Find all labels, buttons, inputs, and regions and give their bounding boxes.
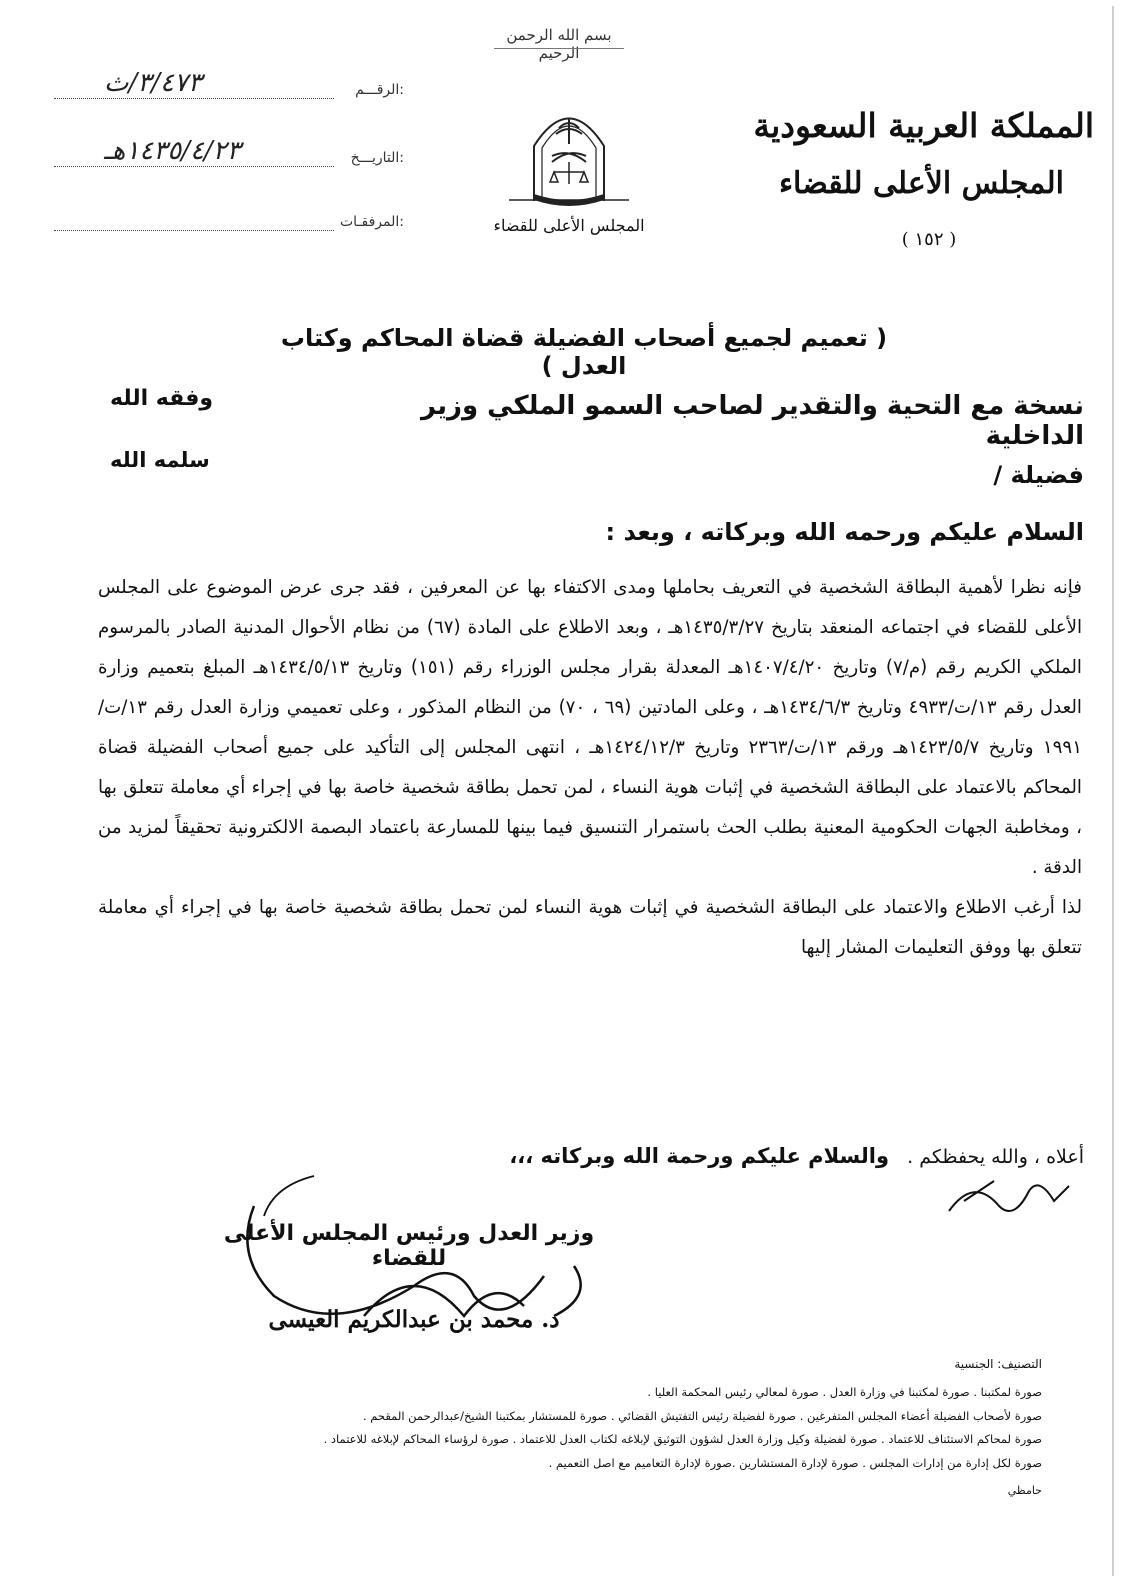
waffaqah-text: وفقه الله xyxy=(110,386,214,411)
signatory-title: وزير العدل ورئيس المجلس الأعلى للقضاء xyxy=(223,1221,595,1271)
copies-list xyxy=(108,1381,1042,1475)
kingdom-title: المملكة العربية السعودية xyxy=(753,106,1094,145)
date-value: ١٤٣٥/٤/٢٣هـ xyxy=(104,136,241,166)
attachments-row xyxy=(54,206,404,236)
closing-plain: أعلاه ، والله يحفظكم . xyxy=(907,1146,1084,1168)
letter-page xyxy=(14,6,1114,1576)
copy-line: نسخة مع التحية والتقدير لصاحب السمو الملكي وزير الداخلية xyxy=(421,391,1084,451)
copy-line-1: صورة لمكتبنا . صورة لمكتبنا في وزارة العدل . صورة لمعالي رئيس المحكمة العليا . xyxy=(647,1385,1042,1399)
date-dots xyxy=(54,166,334,167)
emblem-caption: المجلس الأعلى للقضاء xyxy=(493,216,645,235)
copy-line-2: صورة لأصحاب الفضيلة أعضاء المجلس المتفرغين . صورة لفضيلة رئيس التفتيش القضائي . صورة للمستشار بمكتبنا الشيخ/عبدالرحمن المقحم . xyxy=(362,1408,1042,1423)
attachments-dots xyxy=(54,230,334,231)
date-row xyxy=(54,136,404,172)
classification: التصنيف: الجنسية xyxy=(954,1357,1042,1371)
basmala: بسم الله الرحمن الرحيم xyxy=(506,26,612,62)
salamah-text: سلمه الله xyxy=(110,448,210,472)
council-title: المجلس الأعلى للقضاء xyxy=(778,166,1064,201)
number-value: ٣/٤٧٣/ث xyxy=(104,68,202,98)
copy-line-3: صورة لمحاكم الاستئناف للاعتماد . صورة لفضيلة وكيل وزارة العدل لشؤون التوثيق لإبلاغه لكتاب العدل للاعتماد . صورة لرؤساء المحاكم لإبلاغه للاعتماد . xyxy=(323,1432,1042,1446)
body-paragraph-1: فإنه نظرا لأهمية البطاقة الشخصية في التعريف بحاملها ومدى الاكتفاء بها عن المعرفين ، فقد جرى عرض الموضوع على المجلس الأعلى للقضاء في اجتماعه المنعقد بتاريخ ١٤٣٥/٣/٢٧هـ ، وبعد الاطلاع على المادة (٦٧) من نظام الأحوال المدنية الصادر بالمرسوم الملكي الكريم رقم (م/٧) وتاريخ ١٤٠٧/٤/٢٠هـ المعدلة بقرار مجلس الوزراء رقم (١٥١) وتاريخ ١٤٣٤/٥/١٣هـ المبلغ بتعميم وزارة العدل رقم ١٣/ت/٤٩٣٣ وتاريخ ١٤٣٤/٦/٣هـ ، وعلى المادتين (٦٩ ، ٧٠) من النظام المذكور ، وعلى تعميمي وزارة العدل رقم ١٣/ت/١٩٩١ وتاريخ ١٤٢٣/٥/٧هـ ورقم ١٣/ت/٢٣٦٣ وتاريخ ١٤٢٤/١٢/٣هـ ، انتهى المجلس إلى التأكيد على جميع أصحاب الفضيلة قضاة المحاكم بالاعتماد على البطاقة الشخصية في إثبات هوية النساء ، لمن تحمل بطاقة شخصية خاصة بها في إجراء أي معاملة تتعلق بها ، ومخاطبة الجهات الحكومية المعنية بطلب الحث باستمرار التنسيق فيما بينها للمسارعة باعتماد البصمة الالكترونية تحقيقاً لمزيد من الدقة . xyxy=(98,577,1083,878)
letter-body xyxy=(98,568,1082,968)
fadilah-text: فضيلة / xyxy=(993,461,1084,489)
body-paragraph-2: لذا أرغب الاطلاع والاعتماد على البطاقة الشخصية في إثبات هوية النساء لمن تحمل بطاقة شخصية خاصة بها في إجراء أي معاملة تتعلق بها ووفق التعليمات المشار إليها xyxy=(98,897,1082,958)
initials-mark-icon xyxy=(944,1156,1074,1226)
copy-line-4: صورة لكل إدارة من إدارات المجلس . صورة لإدارة المستشارين .صورة لإدارة التعاميم مع اصل التعميم . xyxy=(548,1455,1042,1470)
circular-title: ( تعميم لجميع أصحاب الفضيلة قضاة المحاكم وكتاب العدل ) xyxy=(280,324,888,380)
number-dots xyxy=(54,98,334,99)
basmala-underline xyxy=(494,48,624,49)
greeting: السلام عليكم ورحمه الله وبركاته ، وبعد : xyxy=(605,518,1084,546)
writer-name: حامظي xyxy=(1007,1484,1042,1497)
reference-code: ( ١٥٢ ) xyxy=(901,229,957,250)
attachments-label: المرفقـات: xyxy=(339,214,404,230)
date-label: التاريـــخ: xyxy=(350,150,404,166)
number-row xyxy=(54,68,404,104)
number-label: الرقـــم: xyxy=(355,82,404,98)
closing-bold: والسلام عليكم ورحمة الله وبركاته ،،، xyxy=(509,1144,890,1168)
signatory-name: د. محمد بن عبدالكريم العيسى xyxy=(268,1306,560,1333)
